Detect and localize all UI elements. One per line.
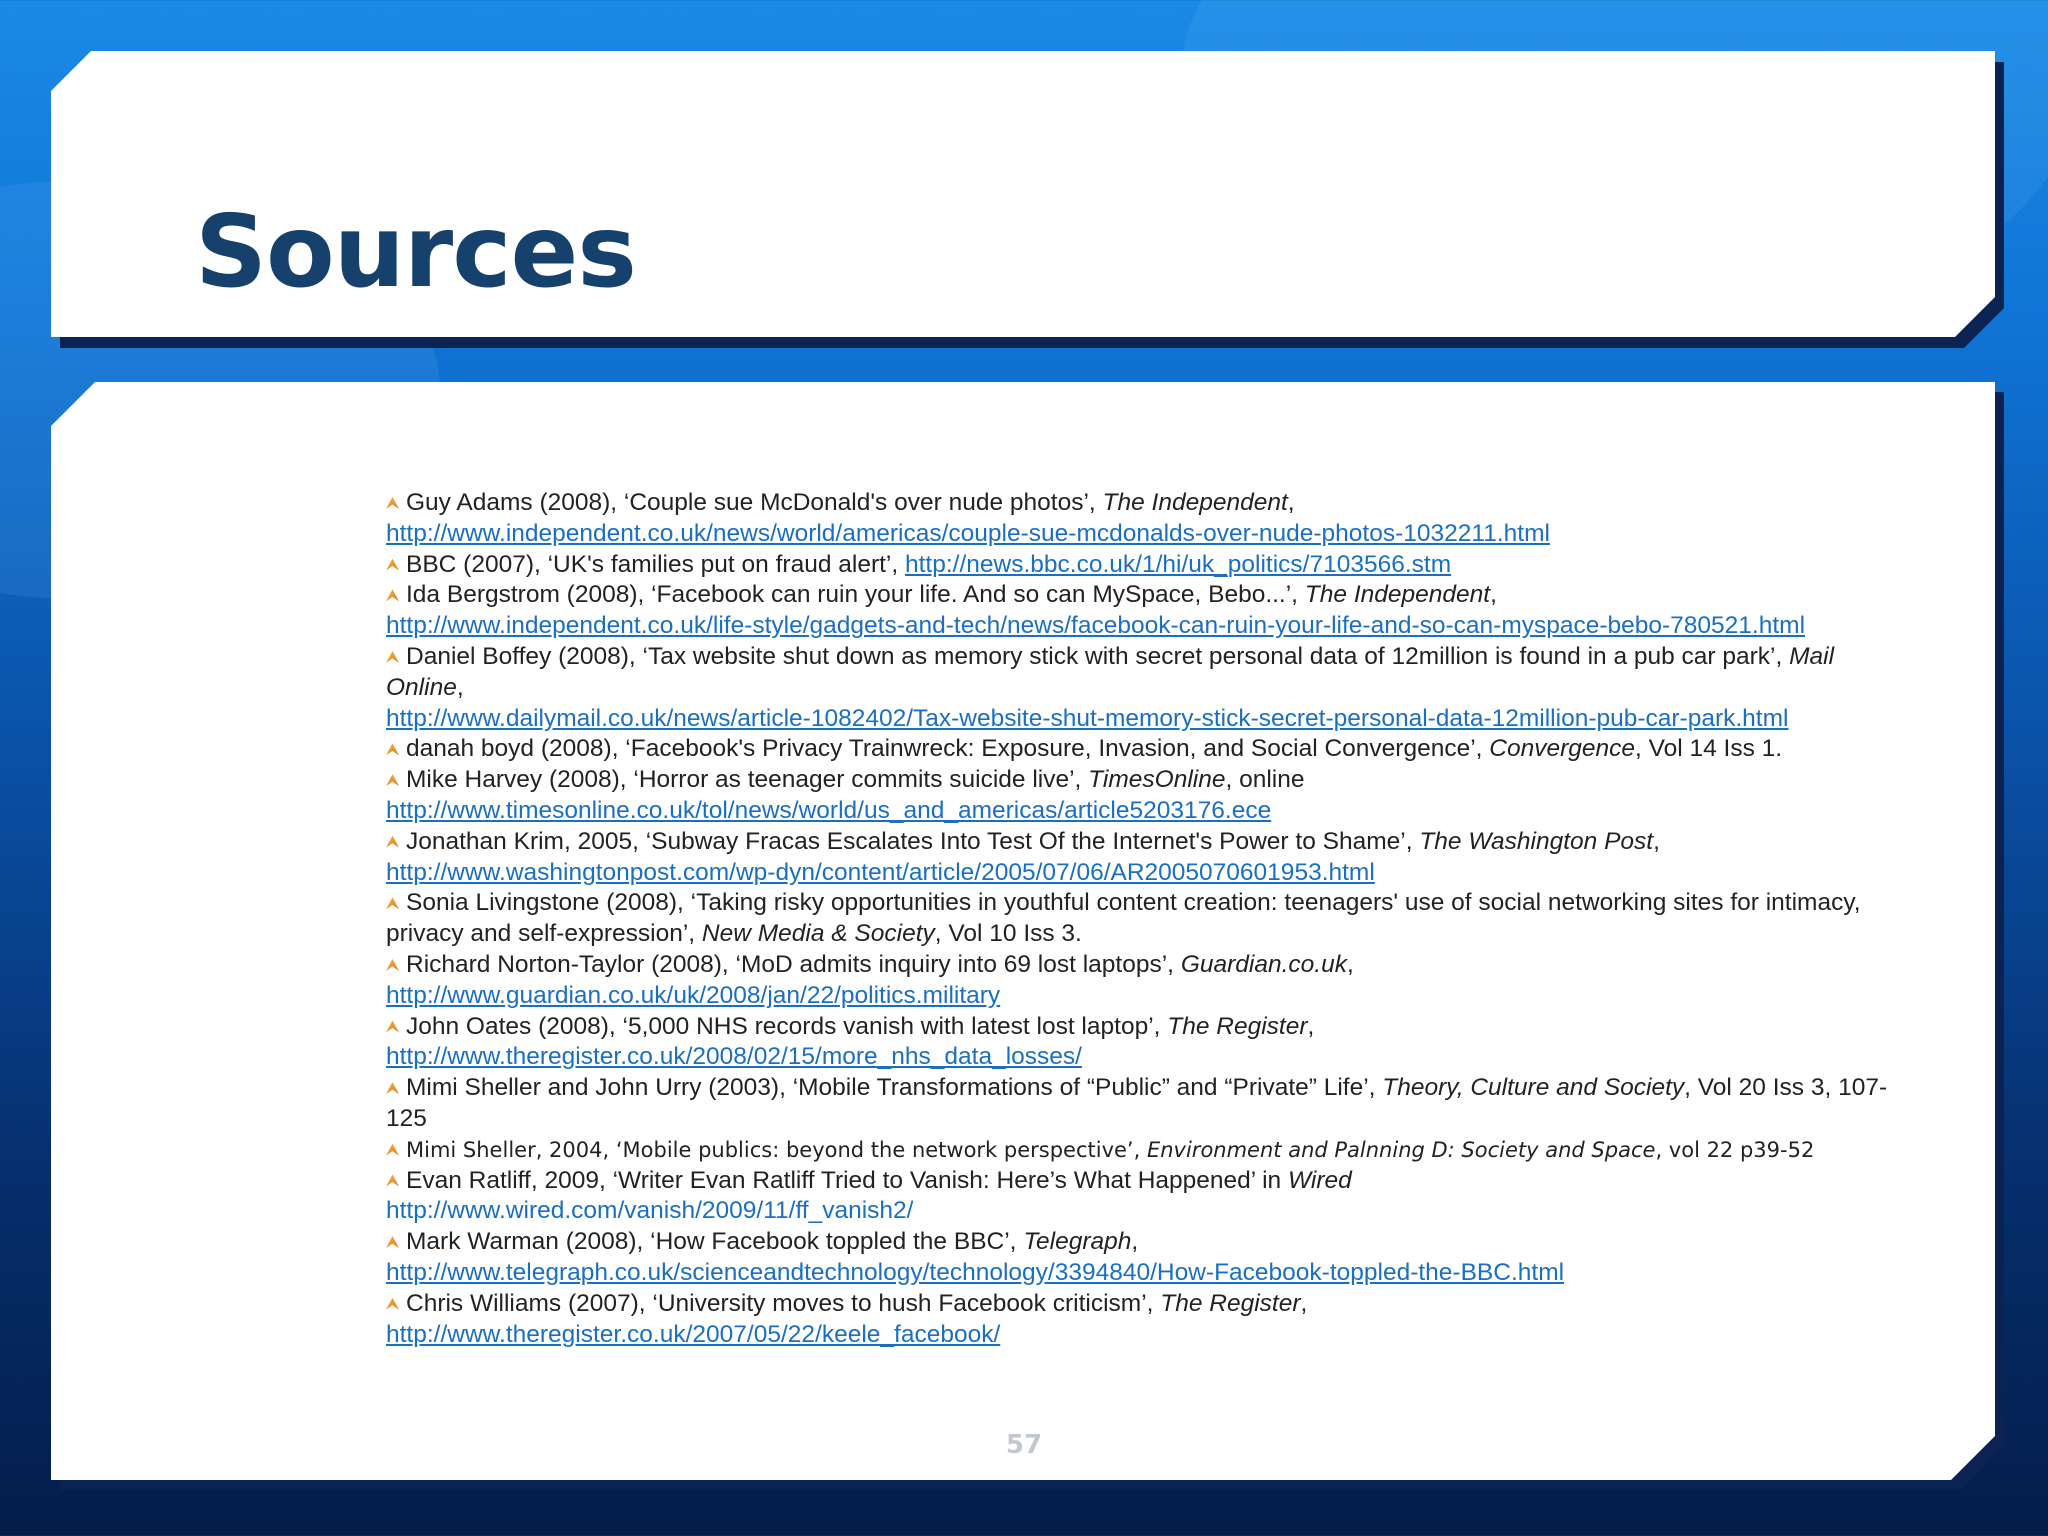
source-details: ,: [1346, 950, 1354, 978]
source-entry: [386, 734, 1916, 765]
source-entry: [386, 580, 1916, 642]
source-entry: [386, 1135, 1916, 1166]
source-details: , Vol 20 Iss 3, 107-125: [386, 1074, 1888, 1132]
sources-list: [386, 488, 1916, 1350]
source-publication: The Register: [1160, 1289, 1301, 1317]
source-details: , vol 22 p39-52: [1655, 1137, 1815, 1162]
source-publication: Wired: [1288, 1166, 1352, 1194]
bullet-arrow-icon: [386, 559, 399, 571]
source-publication: Convergence: [1489, 735, 1635, 763]
source-publication: Guardian.co.uk: [1180, 950, 1347, 978]
source-entry: [386, 950, 1916, 1012]
source-details: , online: [1225, 766, 1305, 794]
source-link[interactable]: http://www.washingtonpost.com/wp-dyn/content/article/2005/07/06/AR2005070601953.html: [386, 858, 1375, 886]
bullet-arrow-icon: [386, 897, 399, 909]
bullet-arrow-icon: [386, 651, 399, 663]
source-details: ,: [1300, 1289, 1308, 1317]
bullet-arrow-icon: [386, 1082, 399, 1094]
source-citation: Chris Williams (2007), ‘University moves to hush Facebook criticism’,: [406, 1289, 1161, 1317]
source-publication: Environment and Palnning D: Society and Space: [1146, 1137, 1656, 1162]
source-publication: Mail Online: [386, 642, 1835, 701]
source-link[interactable]: http://www.wired.com/vanish/2009/11/ff_vanish2/: [386, 1197, 914, 1225]
source-citation: John Oates (2008), ‘5,000 NHS records vanish with latest lost laptop’,: [406, 1012, 1168, 1040]
source-entry: [386, 827, 1916, 889]
source-details: ,: [1653, 827, 1660, 855]
source-citation: Jonathan Krim, 2005, ‘Subway Fracas Escalates Into Test Of the Internet's Power to Shame’,: [406, 827, 1420, 855]
source-entry: [386, 1073, 1916, 1135]
source-citation: Daniel Boffey (2008), ‘Tax website shut down as memory stick with secret personal data of 12million is found in a pub car park’,: [406, 642, 1790, 670]
source-publication: The Independent: [1304, 581, 1491, 609]
source-link[interactable]: http://www.telegraph.co.uk/scienceandtechnology/technology/3394840/How-Facebook-toppled-the-BBC.html: [386, 1258, 1565, 1286]
source-citation: Evan Ratliff, 2009, ‘Writer Evan Ratliff Tried to Vanish: Here’s What Happened’ in: [406, 1166, 1288, 1194]
bullet-arrow-icon: [386, 1021, 399, 1033]
source-details: ,: [1287, 489, 1295, 516]
source-citation: Mike Harvey (2008), ‘Horror as teenager commits suicide live’,: [406, 766, 1089, 794]
page-title: Sources: [195, 193, 636, 310]
source-publication: The Register: [1167, 1012, 1308, 1040]
source-publication: TimesOnline: [1088, 766, 1226, 794]
source-entry: [386, 1227, 1916, 1289]
source-details: ,: [1307, 1012, 1315, 1040]
bullet-arrow-icon: [386, 1175, 399, 1187]
source-link[interactable]: http://www.dailymail.co.uk/news/article-1082402/Tax-website-shut-memory-stick-secret-personal-data-12million-pub-car-park.html: [386, 704, 1789, 732]
source-publication: Theory, Culture and Society: [1382, 1074, 1685, 1102]
source-citation: Mimi Sheller and John Urry (2003), ‘Mobile Transformations of “Public” and “Private” Life’,: [406, 1074, 1383, 1102]
source-citation: Mark Warman (2008), ‘How Facebook toppled the BBC’,: [406, 1228, 1024, 1256]
page-number: 57: [1005, 1430, 1043, 1460]
bullet-arrow-icon: [386, 589, 399, 601]
bullet-arrow-icon: [386, 836, 399, 848]
source-publication: The Washington Post: [1419, 827, 1654, 855]
source-entry: [386, 1289, 1916, 1351]
source-citation: Ida Bergstrom (2008), ‘Facebook can ruin your life. And so can MySpace, Bebo...’,: [406, 581, 1305, 609]
source-entry: [386, 1012, 1916, 1074]
bullet-arrow-icon: [386, 1236, 399, 1248]
source-publication: New Media & Society: [701, 920, 935, 948]
source-link[interactable]: http://www.theregister.co.uk/2008/02/15/more_nhs_data_losses/: [386, 1043, 1082, 1071]
source-citation: Richard Norton-Taylor (2008), ‘MoD admits inquiry into 69 lost laptops’,: [406, 950, 1181, 978]
source-entry: [386, 550, 1916, 581]
bullet-arrow-icon: [386, 1298, 399, 1310]
source-link[interactable]: http://www.theregister.co.uk/2007/05/22/keele_facebook/: [386, 1320, 1001, 1348]
source-link[interactable]: http://news.bbc.co.uk/1/hi/uk_politics/7103566.stm: [904, 550, 1452, 578]
source-link[interactable]: http://www.independent.co.uk/news/world/americas/couple-sue-mcdonalds-over-nude-photos-1032211.html: [386, 519, 1550, 547]
source-details: ,: [1131, 1228, 1139, 1256]
bullet-arrow-icon: [386, 1144, 399, 1156]
source-details: , Vol 10 Iss 3.: [934, 920, 1082, 948]
source-citation: Sonia Livingstone (2008), ‘Taking risky opportunities in youthful content creation: teenagers' use of social networking sites for intimacy, privacy and self-expression’,: [386, 889, 1861, 948]
source-citation: danah boyd (2008), ‘Facebook's Privacy Trainwreck: Exposure, Invasion, and Social Convergence’,: [406, 735, 1490, 763]
bullet-arrow-icon: [386, 774, 399, 786]
source-entry: [386, 642, 1916, 734]
source-link[interactable]: http://www.guardian.co.uk/uk/2008/jan/22/politics.military: [386, 981, 1001, 1009]
bullet-arrow-icon: [386, 959, 399, 971]
source-details: ,: [456, 673, 464, 701]
source-details: , Vol 14 Iss 1.: [1635, 735, 1783, 763]
source-entry: [386, 888, 1916, 950]
source-details: ,: [1490, 581, 1497, 609]
source-link[interactable]: http://www.timesonline.co.uk/tol/news/world/us_and_americas/article5203176.ece: [386, 796, 1272, 824]
source-entry: [386, 1166, 1916, 1228]
source-entry: [386, 488, 1916, 550]
source-citation: Mimi Sheller, 2004, ‘Mobile publics: beyond the network perspective’,: [406, 1137, 1147, 1162]
source-publication: Telegraph: [1023, 1228, 1132, 1256]
source-citation: Guy Adams (2008), ‘Couple sue McDonald's over nude photos’,: [406, 489, 1103, 516]
bullet-arrow-icon: [386, 743, 399, 755]
source-entry: [386, 765, 1916, 827]
source-citation: BBC (2007), ‘UK's families put on fraud alert’,: [406, 550, 905, 578]
source-publication: The Independent: [1102, 489, 1288, 516]
source-link[interactable]: http://www.independent.co.uk/life-style/gadgets-and-tech/news/facebook-can-ruin-your-life-and-so-can-myspace-bebo-780521.html: [386, 612, 1806, 640]
bullet-arrow-icon: [386, 497, 399, 509]
